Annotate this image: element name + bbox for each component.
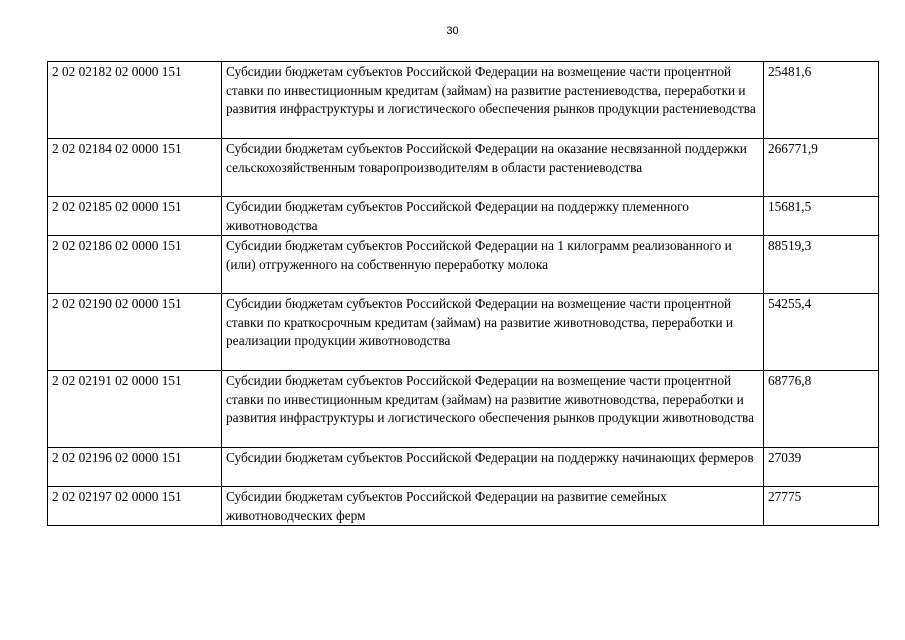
budget-code-cell: 2 02 02184 02 0000 151 (48, 139, 222, 197)
description-cell: Субсидии бюджетам субъектов Российской Федерации на поддержку племенного животноводства (222, 197, 764, 236)
table-row (48, 197, 879, 236)
description-cell: Субсидии бюджетам субъектов Российской Федерации на развитие семейных животноводческих ферм (222, 487, 764, 526)
budget-code-cell: 2 02 02191 02 0000 151 (48, 371, 222, 448)
table-row (48, 448, 879, 487)
budget-revenue-table (47, 61, 879, 526)
budget-code-cell: 2 02 02190 02 0000 151 (48, 294, 222, 371)
description-cell: Субсидии бюджетам субъектов Российской Федерации на возмещение части процентной ставки по инвестиционным кредитам (займам) на развитие животноводства, переработки и развития инфраструктуры и логистического обеспечения рынков продукции животноводства (222, 371, 764, 448)
table-row (48, 139, 879, 197)
table-row (48, 371, 879, 448)
table-row (48, 236, 879, 294)
amount-cell: 88519,3 (764, 236, 879, 294)
amount-cell: 15681,5 (764, 197, 879, 236)
table-row (48, 294, 879, 371)
amount-cell: 54255,4 (764, 294, 879, 371)
table-row (48, 487, 879, 526)
amount-cell: 27039 (764, 448, 879, 487)
budget-code-cell: 2 02 02182 02 0000 151 (48, 62, 222, 139)
description-cell: Субсидии бюджетам субъектов Российской Федерации на поддержку начинающих фермеров (222, 448, 764, 487)
page-number: 30 (446, 25, 459, 37)
description-cell: Субсидии бюджетам субъектов Российской Федерации на возмещение части процентной ставки по инвестиционным кредитам (займам) на развитие растениеводства, переработки и развития инфраструктуры и логистического обеспечения рынков продукции растениеводства (222, 62, 764, 139)
description-cell: Субсидии бюджетам субъектов Российской Федерации на оказание несвязанной поддержки сельскохозяйственным товаропроизводителям в области растениеводства (222, 139, 764, 197)
amount-cell: 27775 (764, 487, 879, 526)
description-cell: Субсидии бюджетам субъектов Российской Федерации на 1 килограмм реализованного и (или) отгруженного на собственную переработку молока (222, 236, 764, 294)
budget-code-cell: 2 02 02196 02 0000 151 (48, 448, 222, 487)
budget-code-cell: 2 02 02185 02 0000 151 (48, 197, 222, 236)
amount-cell: 68776,8 (764, 371, 879, 448)
budget-code-cell: 2 02 02186 02 0000 151 (48, 236, 222, 294)
budget-code-cell: 2 02 02197 02 0000 151 (48, 487, 222, 526)
amount-cell: 266771,9 (764, 139, 879, 197)
table-row (48, 62, 879, 139)
description-cell: Субсидии бюджетам субъектов Российской Федерации на возмещение части процентной ставки по краткосрочным кредитам (займам) на развитие животноводства, переработки и реализации продукции животноводства (222, 294, 764, 371)
amount-cell: 25481,6 (764, 62, 879, 139)
